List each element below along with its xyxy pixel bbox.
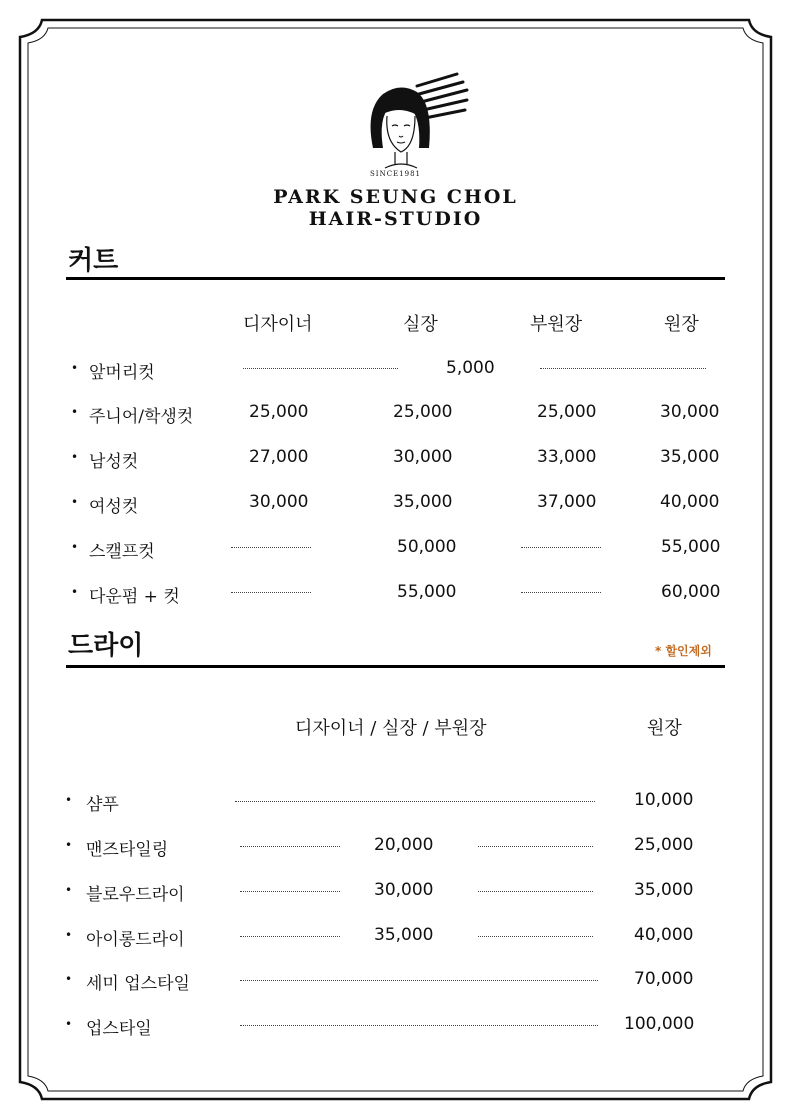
col-designer-manager-vice: 디자이너 / 실장 / 부원장: [295, 718, 487, 739]
dotted-leader: [231, 592, 311, 593]
dotted-leader: [240, 846, 340, 847]
dotted-leader: [235, 801, 595, 802]
price: 55,000: [661, 537, 721, 557]
col-manager: 실장: [403, 314, 438, 335]
price: 30,000: [660, 402, 720, 422]
dotted-leader: [478, 936, 593, 937]
discount-excluded-note: * 할인제외: [655, 644, 712, 658]
bullet: •: [65, 1017, 73, 1031]
dotted-leader: [240, 891, 340, 892]
bullet: •: [65, 928, 73, 942]
dry-divider: [66, 665, 725, 668]
dotted-leader: [231, 547, 311, 548]
since-year: SINCE1981: [370, 170, 421, 178]
bullet: •: [71, 361, 79, 375]
price: 10,000: [634, 790, 694, 810]
bullet: •: [71, 540, 79, 554]
price: 30,000: [249, 492, 309, 512]
price: 50,000: [397, 537, 457, 557]
dry-row: [0, 969, 791, 993]
price: 25,000: [249, 402, 309, 422]
price: 35,000: [634, 880, 694, 900]
price: 20,000: [374, 835, 434, 855]
dotted-leader: [521, 592, 601, 593]
price: 55,000: [397, 582, 457, 602]
price: 30,000: [374, 880, 434, 900]
price: 30,000: [393, 447, 453, 467]
cut-row: [0, 358, 791, 382]
dotted-leader: [240, 980, 598, 981]
bullet: •: [71, 585, 79, 599]
col-designer: 디자이너: [243, 314, 313, 335]
dry-row: [0, 880, 791, 904]
price: 25,000: [634, 835, 694, 855]
service-name: 업스타일: [86, 1019, 152, 1039]
dotted-leader: [540, 368, 706, 369]
bob-haired-woman-with-comb-logo: [355, 70, 485, 180]
cut-section-title: 커트: [68, 246, 119, 276]
cut-row: [0, 582, 791, 606]
col-director: 원장: [664, 314, 699, 335]
dotted-leader: [243, 368, 398, 369]
service-name: 블로우드라이: [86, 885, 185, 905]
dry-row: [0, 925, 791, 949]
service-name: 샴푸: [86, 795, 119, 815]
price: 35,000: [660, 447, 720, 467]
cut-row: [0, 537, 791, 561]
price: 35,000: [393, 492, 453, 512]
brand-name: PARK SEUNG CHOL: [273, 186, 518, 208]
price: 100,000: [624, 1014, 695, 1034]
bullet: •: [71, 450, 79, 464]
price: 40,000: [634, 925, 694, 945]
cut-divider: [66, 277, 725, 280]
cut-row: [0, 402, 791, 426]
service-name: 주니어/학생컷: [89, 407, 194, 427]
service-name: 여성컷: [89, 497, 139, 517]
col-vice-director: 부원장: [530, 314, 583, 335]
bullet: •: [71, 405, 79, 419]
service-name: 세미 업스타일: [86, 974, 190, 994]
brand-subtitle: HAIR-STUDIO: [308, 208, 483, 230]
dry-section-title: 드라이: [68, 631, 144, 661]
cut-row: [0, 447, 791, 471]
service-name: 스캘프컷: [89, 542, 155, 562]
bullet: •: [65, 883, 73, 897]
bullet: •: [65, 793, 73, 807]
dotted-leader: [478, 891, 593, 892]
dotted-leader: [240, 936, 340, 937]
price: 25,000: [537, 402, 597, 422]
dry-row: [0, 835, 791, 859]
service-name: 남성컷: [89, 452, 139, 472]
price: 35,000: [374, 925, 434, 945]
dotted-leader: [478, 846, 593, 847]
cut-row: [0, 492, 791, 516]
col-director: 원장: [647, 718, 682, 739]
price: 37,000: [537, 492, 597, 512]
service-name: 앞머리컷: [89, 363, 155, 383]
price: 5,000: [446, 358, 495, 378]
bullet: •: [65, 838, 73, 852]
price: 27,000: [249, 447, 309, 467]
service-name: 아이롱드라이: [86, 930, 185, 950]
price: 40,000: [660, 492, 720, 512]
dotted-leader: [240, 1025, 598, 1026]
service-name: 다운펌 + 컷: [89, 587, 180, 607]
dry-row: [0, 790, 791, 814]
dotted-leader: [521, 547, 601, 548]
bullet: •: [65, 972, 73, 986]
dry-row: [0, 1014, 791, 1038]
service-name: 맨즈타일링: [86, 840, 169, 860]
price: 70,000: [634, 969, 694, 989]
price: 25,000: [393, 402, 453, 422]
bullet: •: [71, 495, 79, 509]
price: 33,000: [537, 447, 597, 467]
price: 60,000: [661, 582, 721, 602]
